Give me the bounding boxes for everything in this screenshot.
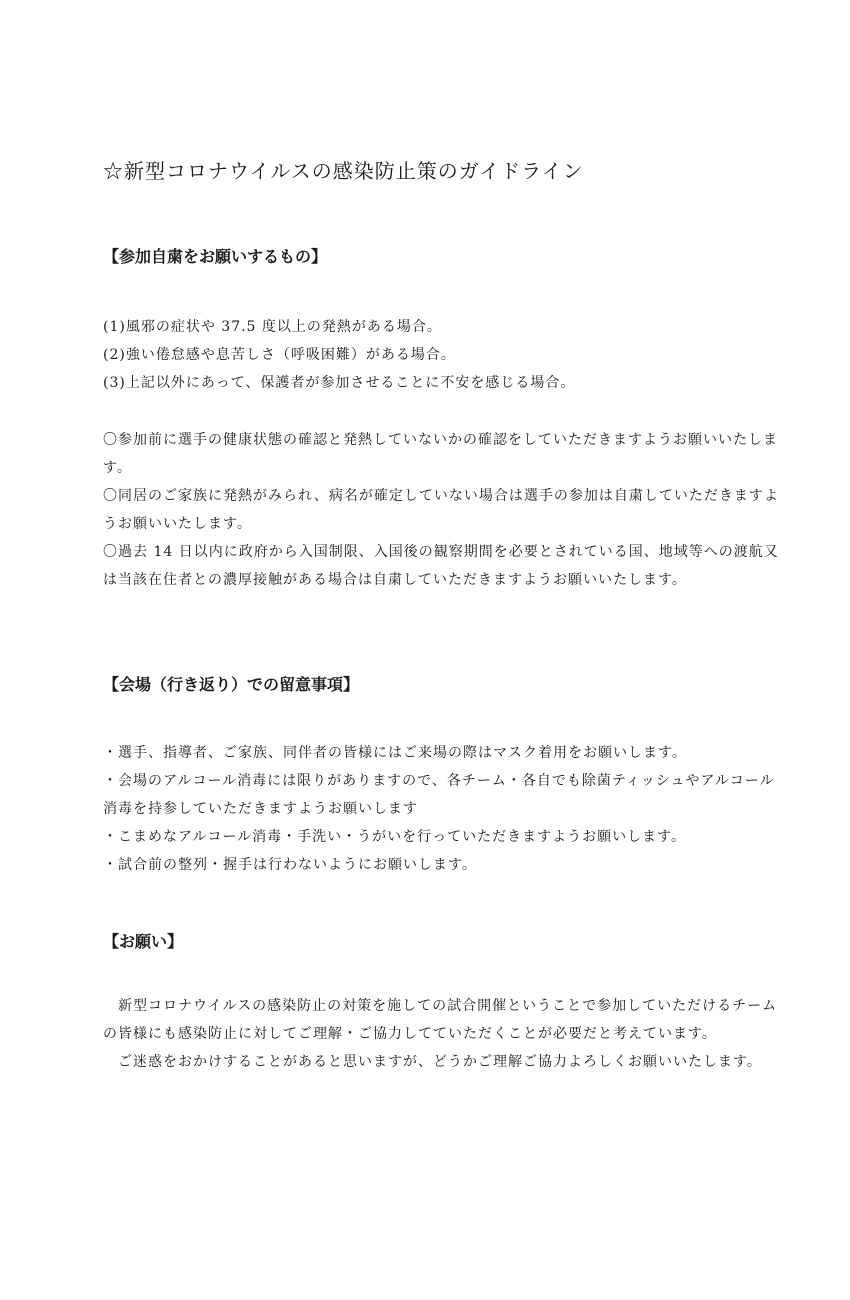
list-item: ・試合前の整列・握手は行わないようにお願いします。 bbox=[103, 857, 477, 873]
paragraph: 新型コロナウイルスの感染防止の対策を施しての試合開催ということで参加していただけるチームの皆様にも感染防止に対してご理解・ご協力してていただくことが必要だと考えています。 bbox=[103, 998, 778, 1042]
list-item: (2)強い倦怠感や息苦しさ（呼吸困難）がある場合。 bbox=[103, 347, 456, 363]
request-paragraphs bbox=[103, 992, 779, 1076]
list-item: 〇参加前に選手の健康状態の確認と発熱していないかの確認をしていただきますようお願いいたします。 bbox=[103, 432, 778, 476]
list-item: 〇過去 14 日以内に政府から入国制限、入国後の観察期間を必要とされている国、地域等への渡航又は当該在住者との濃厚接触がある場合は自粛していただきますようお願いいたします。 bbox=[103, 544, 779, 588]
symptom-list bbox=[103, 313, 779, 397]
venue-precautions-list bbox=[103, 739, 779, 879]
participation-notes bbox=[103, 426, 779, 594]
paragraph: ご迷惑をおかけすることがあると思いますが、どうかご理解ご協力よろしくお願いいたします。 bbox=[118, 1054, 762, 1070]
section-heading-participation-restraint: 【参加自粛をお願いするもの】 bbox=[103, 247, 328, 266]
section-heading-venue-precautions: 【会場（行き返り）での留意事項】 bbox=[103, 675, 360, 694]
list-item: ・選手、指導者、ご家族、同伴者の皆様にはご来場の際はマスク着用をお願いします。 bbox=[103, 745, 687, 761]
list-item: ・こまめなアルコール消毒・手洗い・うがいを行っていただきますようお願いします。 bbox=[103, 829, 687, 845]
list-item: ・会場のアルコール消毒には限りがありますので、各チーム・各自でも除菌ティッシュやアルコール消毒を持参していただきますようお願いします bbox=[103, 773, 775, 817]
list-item: (3)上記以外にあって、保護者が参加させることに不安を感じる場合。 bbox=[103, 375, 576, 391]
document-title: ☆新型コロナウイルスの感染防止策のガイドライン bbox=[103, 159, 584, 183]
list-item: (1)風邪の症状や 37.5 度以上の発熱がある場合。 bbox=[103, 319, 442, 335]
section-heading-request: 【お願い】 bbox=[103, 932, 184, 951]
list-item: 〇同居のご家族に発熱がみられ、病名が確定していない場合は選手の参加は自粛していただきますようお願いいたします。 bbox=[103, 488, 779, 532]
